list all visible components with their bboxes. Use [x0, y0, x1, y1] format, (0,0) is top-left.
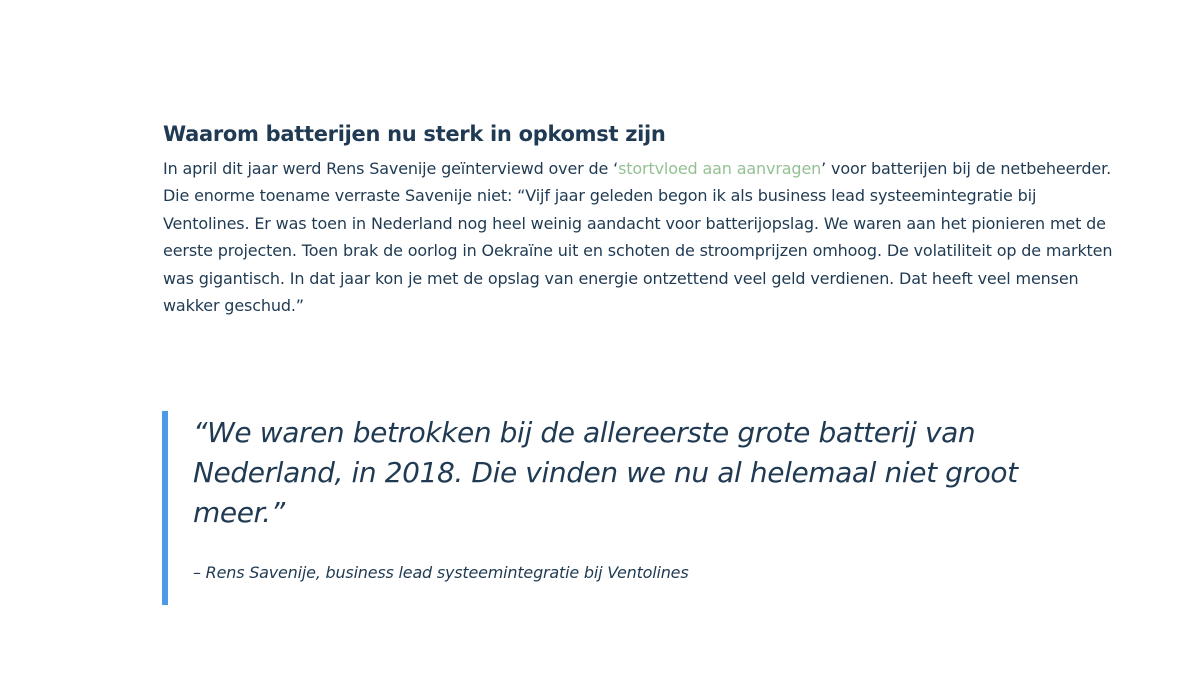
paragraph-text-before-link: In april dit jaar werd Rens Savenije geïnterviewd over de ‘: [163, 159, 619, 178]
quote-text: “We waren betrokken bij de allereerste grote batterij van Nederland, in 2018. Die vinden we nu al helemaal niet groot meer.”: [193, 416, 1018, 529]
section-heading: Waarom batterijen nu sterk in opkomst zijn: [163, 122, 666, 146]
article-paragraph: [163, 155, 1113, 319]
quote-accent-bar: [162, 411, 168, 605]
pull-quote: [162, 411, 1062, 605]
stortvloed-link[interactable]: stortvloed aan aanvragen: [618, 159, 822, 178]
article-section: [163, 119, 1113, 319]
quote-attribution: – Rens Savenije, business lead systeemintegratie bij Ventolines: [193, 563, 689, 582]
paragraph-text-after-link: ’ voor batterijen bij de netbeheerder. Die enorme toename verraste Savenije niet: “Vijf jaar geleden begon ik als business lead systeemintegratie bij Ventolines. Er was toen in Nederland nog heel weinig aandacht voor batterijopslag. We waren aan het pionieren met de eerste projecten. Toen brak de oorlog in Oekraïne uit en schoten de stroomprijzen omhoog. De volatiliteit op de markten was gigantisch. In dat jaar kon je met de opslag van energie ontzettend veel geld verdienen. Dat heeft veel mensen wakker geschud.”: [163, 159, 1113, 316]
